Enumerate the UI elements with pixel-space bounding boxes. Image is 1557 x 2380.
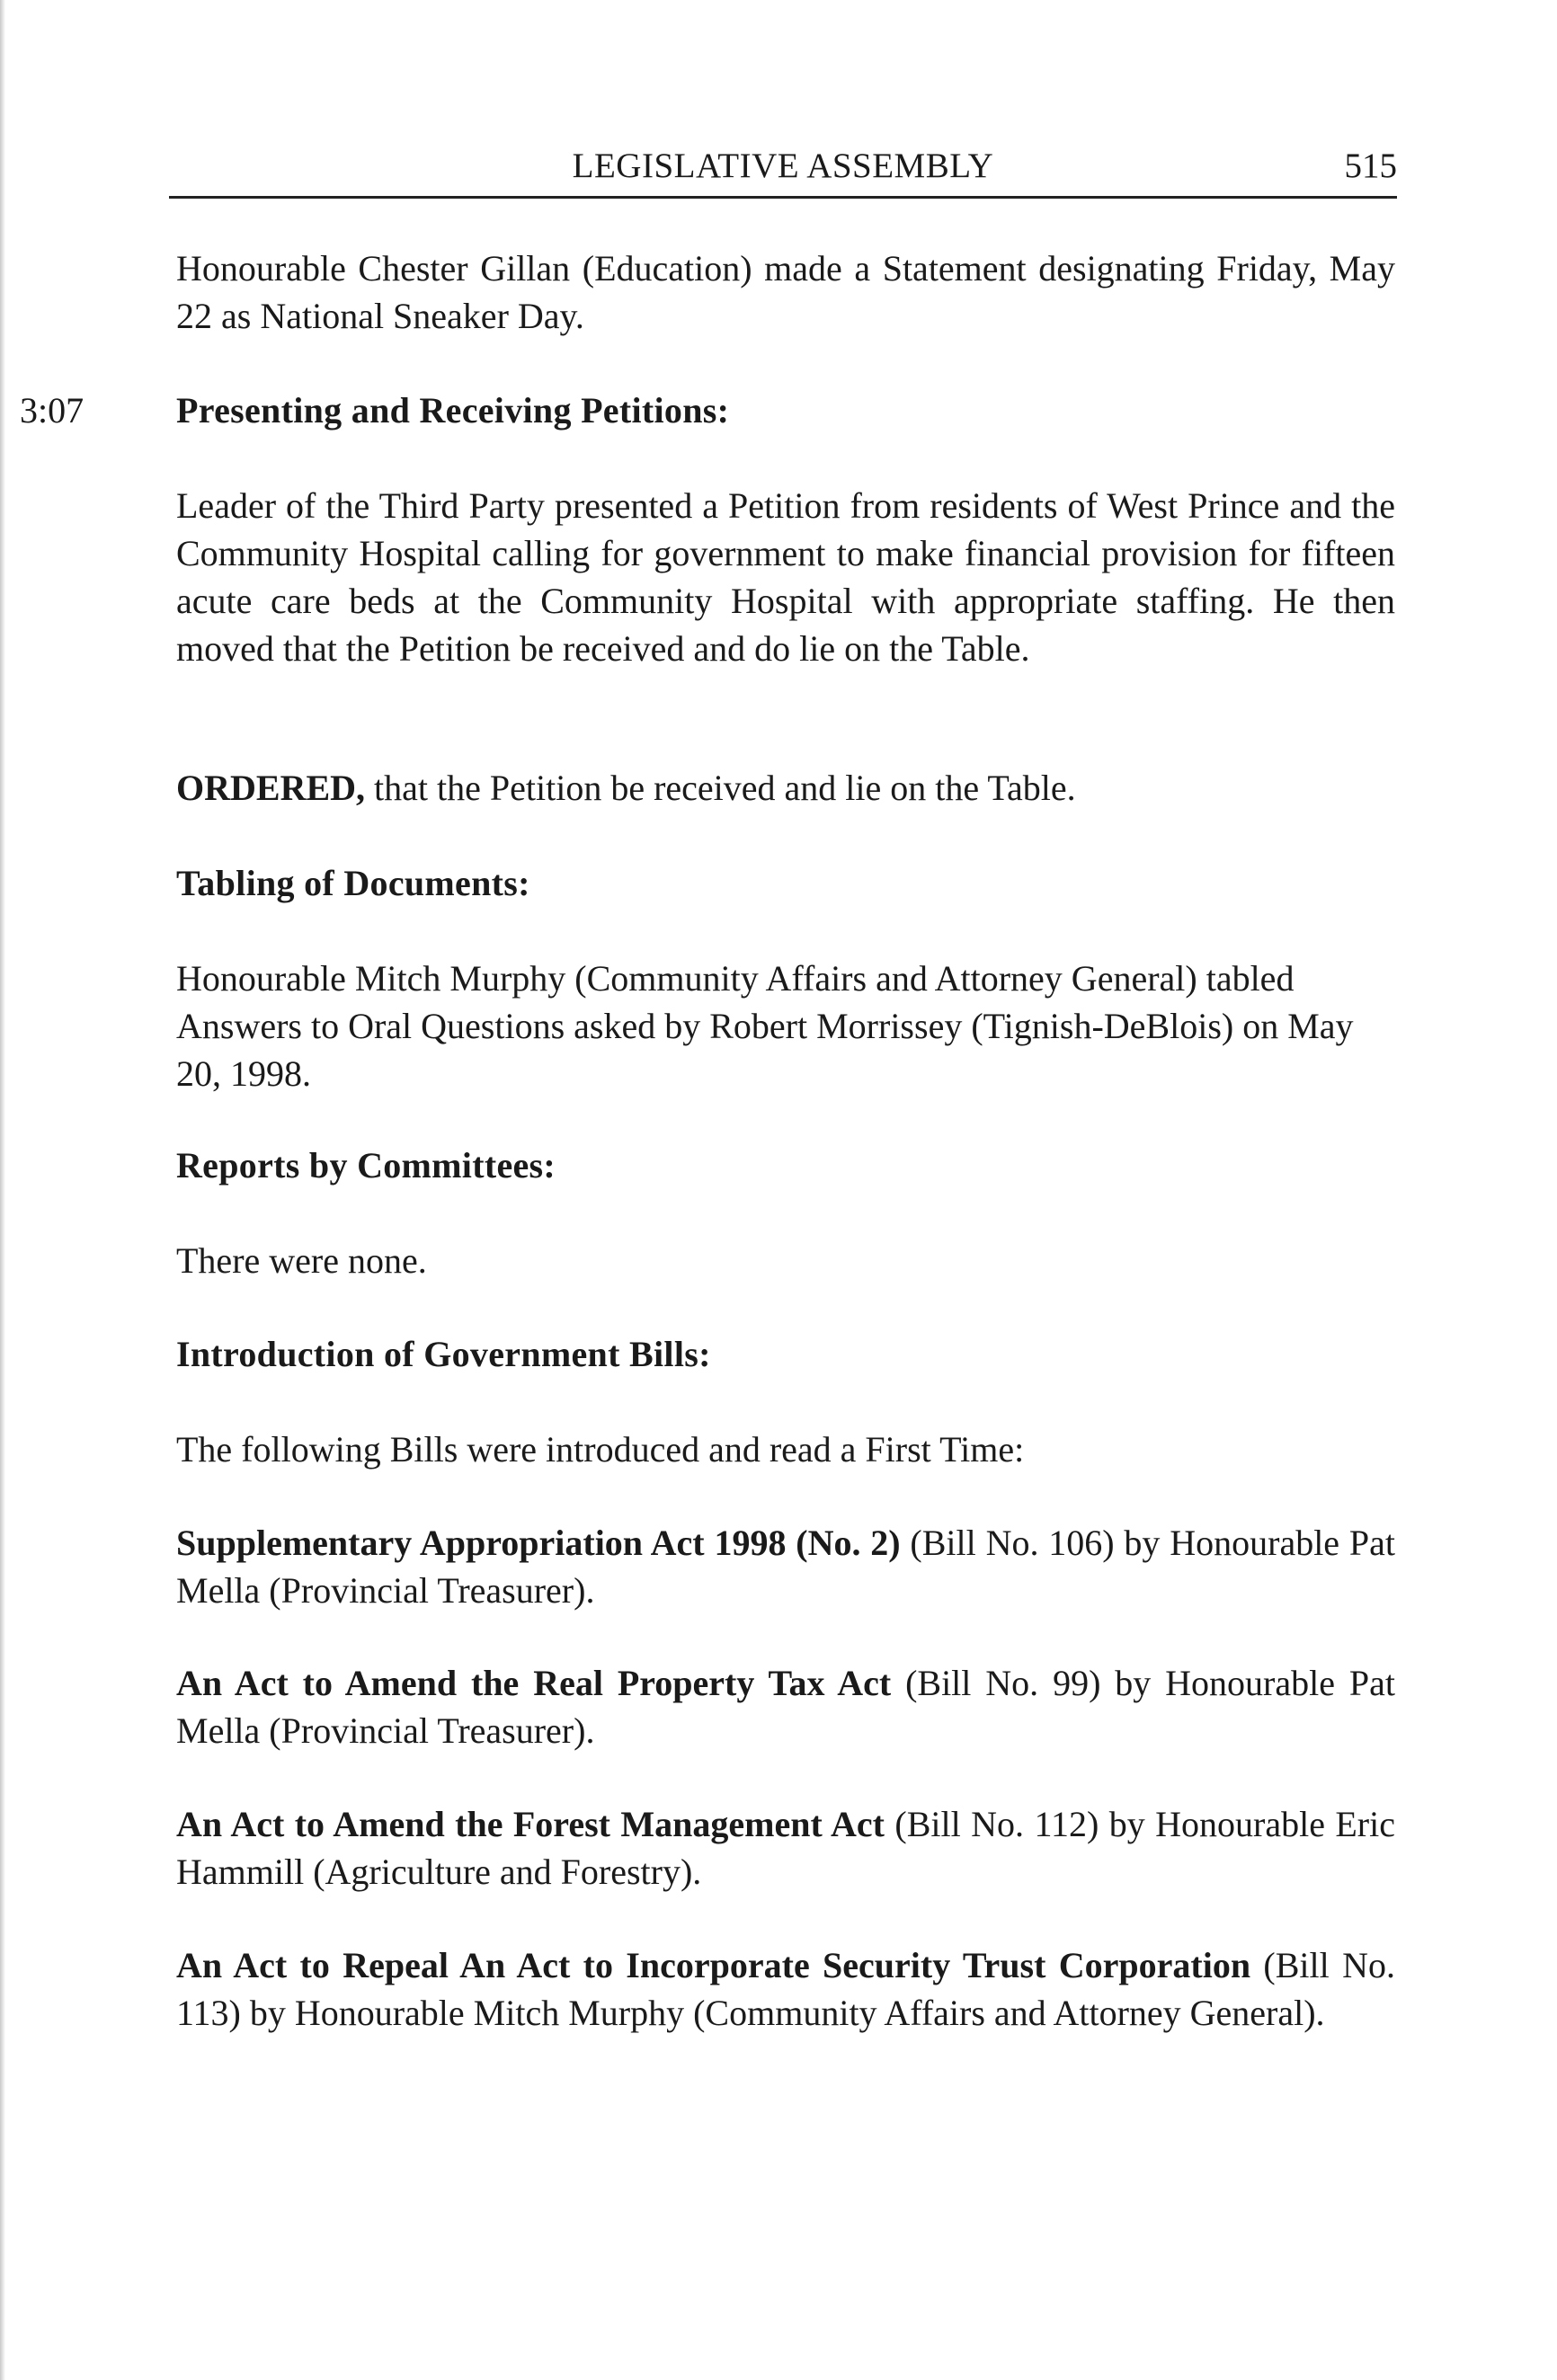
bill-item bbox=[176, 1941, 1395, 2037]
running-title: LEGISLATIVE ASSEMBLY bbox=[572, 147, 994, 185]
bill-title: An Act to Amend the Real Property Tax Act bbox=[176, 1663, 892, 1703]
ordered-label: ORDERED, bbox=[176, 768, 366, 808]
bills-intro-paragraph bbox=[176, 1425, 1395, 1473]
petitions-heading: Presenting and Receiving Petitions: bbox=[176, 390, 730, 431]
bills-intro-text: The following Bills were introduced and read a First Time: bbox=[176, 1429, 1025, 1470]
bill-details: (Bill No. 106) by Honourable Pat Mella (Provincial Treasurer). bbox=[176, 1523, 1395, 1611]
committees-text: There were none. bbox=[176, 1240, 427, 1281]
tabling-paragraph bbox=[176, 955, 1395, 1097]
bill-details: (Bill No. 113) by Honourable Mitch Murphy (Community Affairs and Attorney General). bbox=[176, 1945, 1395, 2033]
bills-heading: Introduction of Government Bills: bbox=[176, 1334, 711, 1374]
page-edge-shadow bbox=[0, 0, 5, 2380]
bill-details: (Bill No. 99) by Honourable Pat Mella (Provincial Treasurer). bbox=[176, 1663, 1395, 1751]
tabling-heading: Tabling of Documents: bbox=[176, 863, 530, 903]
committees-heading: Reports by Committees: bbox=[176, 1145, 556, 1186]
petition-paragraph bbox=[176, 482, 1395, 672]
statement-paragraph bbox=[176, 244, 1395, 340]
bill-title: An Act to Amend the Forest Management Act bbox=[176, 1804, 885, 1844]
bill-item bbox=[176, 1659, 1395, 1754]
ordered-paragraph bbox=[176, 764, 1395, 812]
bill-title: Supplementary Appropriation Act 1998 (No. 2) bbox=[176, 1523, 901, 1563]
ordered-text: that the Petition be received and lie on the Table. bbox=[365, 768, 1076, 808]
page-number: 515 bbox=[1344, 147, 1397, 185]
bill-item bbox=[176, 1800, 1395, 1896]
committees-paragraph bbox=[176, 1237, 1395, 1284]
time-marker: 3:07 bbox=[20, 390, 85, 431]
tabling-text: Honourable Mitch Murphy (Community Affairs and Attorney General) tabled Answers to Oral Questions asked by Robert Morrissey (Tignish-DeBlois) on May 20, 1998. bbox=[176, 958, 1354, 1094]
petition-text: Leader of the Third Party presented a Petition from residents of West Prince and the Community Hospital calling for government to make financial provision for fifteen acute care beds at the Community Hospital with appropriate staffing. He then moved that the Petition be received and do lie on the Table. bbox=[176, 485, 1395, 669]
bill-item bbox=[176, 1519, 1395, 1614]
page-header bbox=[169, 144, 1397, 199]
statement-text: Honourable Chester Gillan (Education) made a Statement designating Friday, May 22 as National Sneaker Day. bbox=[176, 248, 1395, 336]
bill-title: An Act to Repeal An Act to Incorporate Security Trust Corporation bbox=[176, 1945, 1251, 1985]
bill-details: (Bill No. 112) by Honourable Eric Hammill (Agriculture and Forestry). bbox=[176, 1804, 1395, 1892]
